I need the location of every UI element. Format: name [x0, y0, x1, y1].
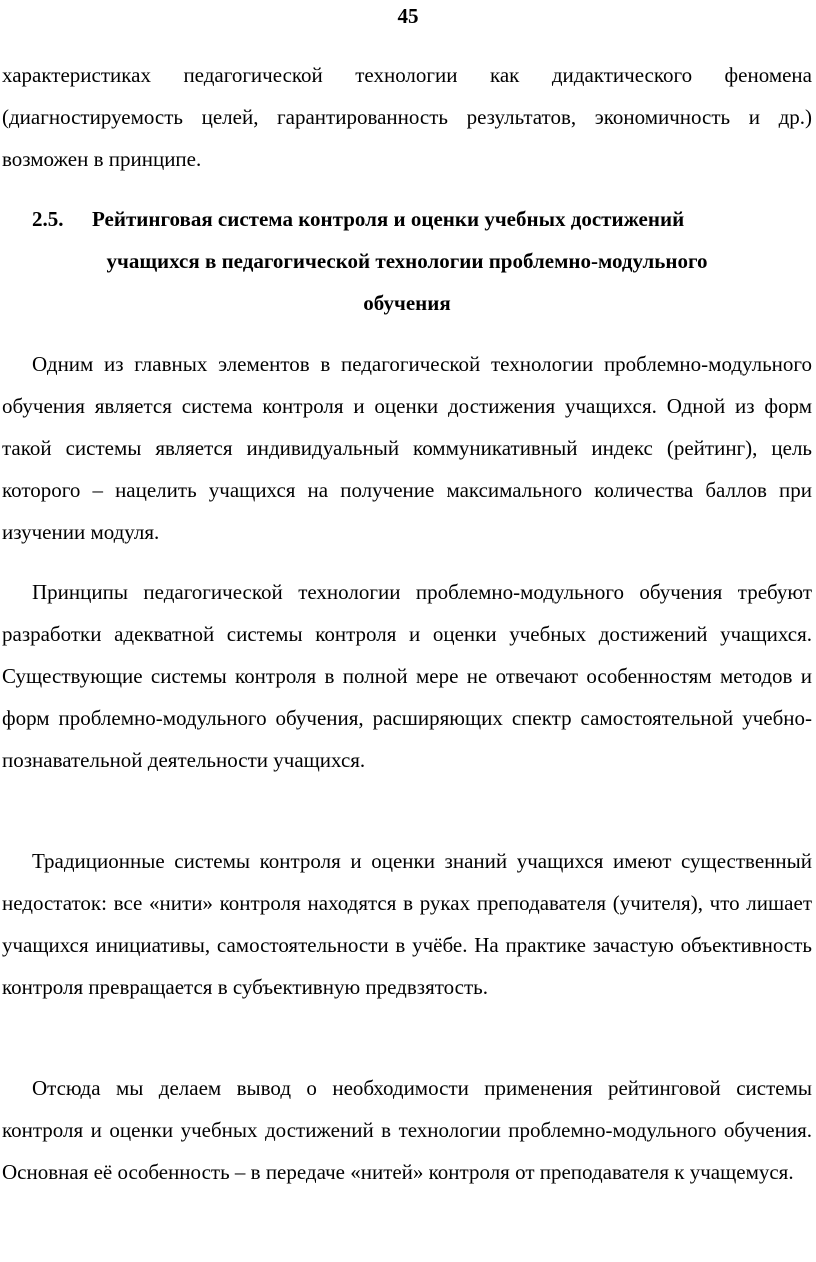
paragraph: Одним из главных элементов в педагогической технологии проблемно-модульного обучения является система контроля и оценки достижения учащихся. Одной из форм такой системы является индивидуальный коммуникативный индекс (рейтинг), цель которого – нацелить учащихся на получение максимального количества баллов при изучении модуля.: [2, 352, 812, 544]
paragraph: Принципы педагогической технологии проблемно-модульного обучения требуют разработки адекватной системы контроля и оценки учебных достижений учащихся. Существующие системы контроля в полной мере не отвечают особенностям методов и форм проблемно-модульного обучения, расширяющих спектр самостоятельной учебно-познавательной деятельности учащихся.: [2, 580, 812, 772]
paragraph: Отсюда мы делаем вывод о необходимости применения рейтинговой системы контроля и оценки учебных достижений в технологии проблемно-модульного обучения. Основная её особенность – в передаче «нитей» контроля от преподавателя к учащемуся.: [2, 1076, 812, 1184]
section-heading: [2, 198, 812, 324]
section-title-line1: Рейтинговая система контроля и оценки учебных достижений: [92, 207, 685, 231]
section-heading-line1: [2, 198, 812, 240]
section-title-line2: учащихся в педагогической технологии проблемно-модульного: [106, 249, 708, 273]
section-title-line3: обучения: [363, 291, 451, 315]
section-number: 2.5.: [32, 207, 64, 231]
page-number: 45: [397, 4, 419, 28]
paragraph-continuation: характеристиках педагогической технологии как дидактического феномена (диагностируемость целей, гарантированность результатов, экономичность и др.) возможен в принципе.: [2, 63, 812, 171]
paragraph: Традиционные системы контроля и оценки знаний учащихся имеют существенный недостаток: все «нити» контроля находятся в руках преподавателя (учителя), что лишает учащихся инициативы, самостоятельности в учёбе. На практике зачастую объективность контроля превращается в субъективную предвзятость.: [2, 849, 812, 999]
